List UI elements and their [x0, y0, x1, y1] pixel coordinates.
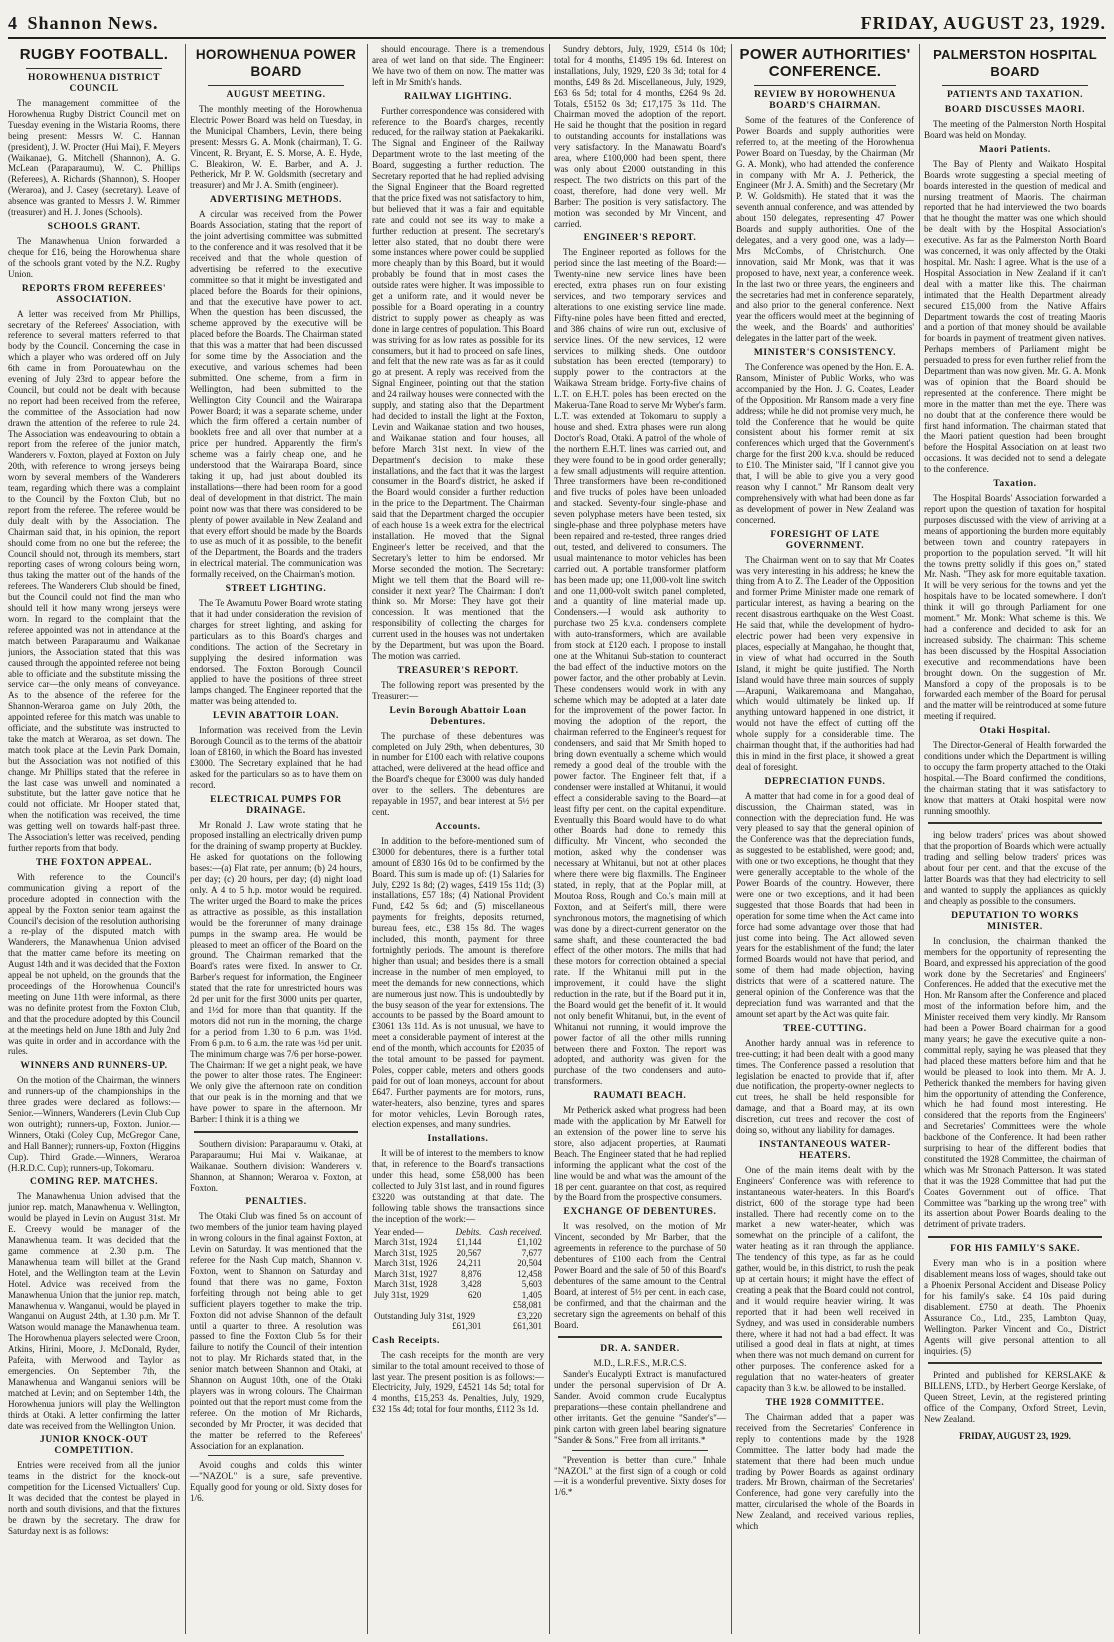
- column-rule: [185, 44, 186, 1634]
- subheading: Maori Patients.: [979, 144, 1051, 155]
- subheading: ADVERTISING METHODS.: [209, 195, 343, 206]
- subheading: Taxation.: [993, 479, 1037, 490]
- paragraph: The Hospital Boards' Association forwarded a report upon the question of taxation for hospital purposes discussed with the view of arriving at a means of apportioning the burden more equitably between town and country ratepayers in proportion to the population served. "It will hit the towns pretty solidly if this goes on," stated Mr. Nash. "They ask for more equitable taxation. It will be very serious for the towns and yet the hospitals have to be located somewhere. I don't think it will go through Parliament for one moment." Mr. Monk: What scheme is this. We had a conference and decided to ask for an increased subsidy. The chairman: This scheme has been discussed by the Hospital Association executive and recommendations have been brought down. On the suggestion of Mr. Mansford a copy of the proposals is to be forwarded each member of the Board for perusal and the matter will be reintroduced at some future meeting if required.: [924, 493, 1106, 722]
- subheading: REVIEW BY HOROWHENUA BOARD'S CHAIRMAN.: [754, 90, 896, 111]
- paragraph: On the motion of the Chairman, the winners and runners-up of the championships in the three grades were declared as follows:— Senior.—Winners, Wanderers (Levin Club Cup won outright); runners-up, Foxton. Junior.—Winners, Otaki (Coley Cup, McGregor Cane, and Hall Banner); runners-up, Foxton (Higgins Cup). Third Grade.—Winners, Weraroa (H.R.D.C. Cup); runners-up, Tokomaru.: [8, 1075, 180, 1173]
- subheading: MINISTER'S CONSISTENCY.: [753, 348, 897, 359]
- subheading: FORESIGHT OF LATE GOVERNMENT.: [770, 529, 880, 551]
- paragraph: The purchase of these debentures was completed on July 29th, when debentures, 30 in number for £100 each with relative coupons attached, were delivered at the head office and the Board's cheque for £3000 was duly handed over to the sellers. The debentures are repayable in 1957, and bear interest at 5½ per cent.: [372, 730, 544, 817]
- newspaper-name: Shannon News.: [27, 12, 159, 33]
- table-row: [372, 1290, 544, 1301]
- page-header: [8, 10, 1106, 36]
- paragraph: Information was received from the Levin Borough Council as to the terms of the abattoir loan of £8160, in which the Board has invested £3000. The Secretary explained that he had asked for the particulars so as to have them on record.: [190, 725, 362, 790]
- nazol-advert: Avoid coughs and colds this winter —"NAZOL" is a sure, safe preventive. Equally good for young or old. Sixty doses for 1/6.: [190, 1460, 362, 1504]
- subheading: SCHOOLS GRANT.: [47, 221, 141, 232]
- advert-subtitle: M.D., L.R.F.S., M.R.C.S.: [593, 1358, 687, 1369]
- paragraph: The meeting of the Palmerston North Hospital Board was held on Monday.: [924, 119, 1106, 140]
- subheading: ELECTRICAL PUMPS FOR DRAINAGE.: [210, 794, 342, 816]
- subheading: ENGINEER'S REPORT.: [583, 233, 697, 244]
- paragraph: With reference to the Council's communication giving a report of the procedure adopted in connection with the appeal by the Foxton senior team against the Council's decision of the resolution authorising a re-play of the disputed match with Wanderers, the Manawhenua Union advised that the matter came before its meeting on August 14th and it was decided that the Foxton appeal be not upheld, on the grounds that the proceedings of the Horowhenua Council's meeting on June 11th were informal, as there was no definite protest from the Foxton Club, and that the procedure adopted by this Council at the meetings held on June 18th and July 2nd was quite in order and in accordance with the rules.: [8, 871, 180, 1057]
- divider: [208, 85, 344, 86]
- subheading: Accounts.: [435, 821, 481, 832]
- table-header: Year ended—: [374, 1226, 424, 1237]
- divider: [572, 1450, 708, 1451]
- issue-date: FRIDAY, AUGUST 23, 1929.: [860, 12, 1106, 33]
- subheading: Cash Receipts.: [372, 1335, 441, 1346]
- table-cell: 5,603: [521, 1279, 542, 1290]
- paragraph: ing below traders' prices was about showed that the proportion of Boards which were actually trading and selling below traders' prices was about four per cent. and that the excuse of the latter Boards was that they had electricity to sell and wanted to supply the appliances as quickly and cheaply as possible to the consumers.: [924, 830, 1106, 906]
- paragraph: Further correspondence was considered with reference to the Board's charges, recently reduced, for the railway station at Paekakariki. The Signal and Engineer of the Railway Department wrote to the last meeting of the Board, suggesting a further reduction. The Secretary reported that he had replied advising the Signal Engineer that the Board regretted that the price fixed was not satisfactory to him, but believed that it was a fair and equitable rate and could not see its way to make a further reduction at present. The secretary's letter also stated, that no doubt there were some instances where power could be supplied more cheaply than by this Board, but it would probably be found that in most cases the outside rates were higher. It was impossible to get a uniform rate, and it would never be possible for a Board operating in a country district to supply power as cheaply as was done in large centres of population. This Board was striving for as low rates as possible for its consumers, but it had to proceed on safe lines, and felt that the new rate was as far as it could go at present. A reply was received from the Signal Engineer, pointing out that the station and 24 railway houses were connected with the supply, and stating also that the Department had decided to install the light at the Foxton, Levin and Waikanae station and two houses, and Waikanae station and four houses, all before March 31st next. In view of the Department's decision to make these installations, and the fact that it was the largest consumer in the Board's district, he asked if the Board would consider a further reduction in the price to the Department. The Chairman said that the Department charged the occupier of each house 1s a week extra for the electrical installation. He moved that the Signal Engineer's letter be received, and that the Secretary's letter to him be endorsed. Mr Morse seconded the motion. The Secretary: Might we tell them that the Board will re-consider it next year? The Chairman: I don't think so. Mr Morse: They have got their concession. It was mentioned that the responsibility of collecting the charges for current used in the houses was not undertaken by the Department, but was upon the Board. The motion was carried.: [372, 105, 544, 661]
- advert-text: Sander's Eucalypti Extract is manufactured under the personal supervision of Dr A. Sander. Avoid common crude Eucalyptus preparations—these contain phellandrene and other irritants. Get the genuine "Sander's"—pink carton with green label bearing signature "Sander & Sons." Free from all irritants.*: [554, 1369, 726, 1445]
- paragraph: The following report was presented by the Treasurer:—: [372, 679, 544, 701]
- subheading: PENALTIES.: [245, 1197, 307, 1208]
- subheading: WINNERS AND RUNNERS-UP.: [20, 1061, 168, 1072]
- paragraph: Some of the features of the Conference of Power Boards and supply authorities were referred to, at the meeting of the Horowhenua Power Board on Tuesday, by the Chairman (Mr G. A. Monk), who had attended the conference in company with Mr A. J. Petherick, the Engineer (Mr J. A. Smith) and the Secretary (Mr P. W. Goldsmith). He stated that it was the seventh annual conference, and was attended by about 150 delegates, representing 47 Power Boards and supply authorities. One of the delegates, and a very good one, was a lady—Mrs McCombs, of Christchurch. One innovation, said Mr Monk, was that it was proposed to have, next year, a conference week. In the last two or three years, the engineers and the secretaries had met in conference separately, and also prior to the general conference. Next year the officers would meet at the beginning of the week, and the Boards' and authorities' delegates in the latter part of the week.: [736, 115, 914, 344]
- phoenix-advert: [924, 1244, 1106, 1356]
- table-cell: 7,677: [521, 1247, 542, 1258]
- paragraph: The Engineer reported as follows for the period since the last meeting of the Board:— Twenty-nine new service lines have been erected, extra phases run on four existing services, and two temporary services and alterations to one existing service line made. Fifty-nine poles have been fitted and erected, and 386 chains of wire run out, exclusive of service lines. Of the new services, 12 were services to milking sheds. One outdoor substation has been erected (temporary) to supply power to the contractors at the Waikawa Stream bridge. Forty-five chains of L.T. on E.H.T. poles has been erected on the Makerua-Tane Road to serve Mr Wyber's farm. L.T. was extended at Tokomaru to supply a house and shed. Extra phases were run along Doctor's Road, Otaki. A patrol of the whole of the northern E.H.T. lines was carried out, and they were found to be in good order generally; a few small adjustments will require attention. Three transformers have been re-conditioned and five trucks of poles have been unloaded and stacked. Seventy-four single-phase and seven polyphase meters have been tested, six single-phase and three polyphase meters have been repaired and re-tested, three ranges dried out, tested, and delivered to consumers. The usual maintenance to motor vehicles has been carried out. A portable transformer platform has been made up; one 11,000-volt line switch and one 11,000-volt switch panel completed, and a quantity of line material made up. Condensers.—I would ask authority to purchase two 25 k.v.a. condensers complete with auto-transformers, which are available from stock at £120 each. I propose to install one at the Whitanui Sub-station to counteract the bad effect of the inductive motors on the power factor, and the other probably at Levin. These condensers would work in with any scheme which may be adopted at a later date for the improvement of the power factor. In moving the adoption of the report, the chairman referred to the Engineer's request for condensers, and said that Mr Smith hoped to bring down eventually a scheme which would remedy a good deal of the trouble with the power factor. The Engineer felt that, if a condenser were installed at Whitanui, it would effect a considerable saving to the Board—at least fifty per cent. on the capital expenditure. Eventually this Board would have to do what other Boards had done to remedy this difficulty. Mr Vincent, who seconded the motion, asked why the condenser was necessary at Whitanui, but not at other places where there were big flaxmills. The Engineer stated, in reply, that at the Poplar mill, at Moutoa Ross, Rough and Co.'s main mill at Foxton, and at Seifert's mill, there were synchronous motors, the magnetising of which was done by a direct-current generator on the same shaft, and these counteracted the bad effect of the other motors. The mills that had these motors for correction obtained a special rate. If the Whitanui mill put in the improvement, it could have the slight reduction in the rate, but if the Board put it in, the Board would get the benefit of it. It would not only benefit Whitanui, but, in the event of Whitanui not running, it would improve the power factor of all the other mills running between there and Foxton. The report was adopted, and authority was given for the purchase of the two condensers and auto-transformers.: [554, 247, 726, 1087]
- subheading: Levin Borough Abattoir Loan Debentures.: [389, 705, 527, 727]
- table-row: [372, 1311, 544, 1322]
- paragraph: The Manawhenua Union forwarded a cheque for £16, being the Horowhenua share of the schools grant voted by the N.Z. Rugby Union.: [8, 235, 180, 279]
- subheading: Otaki Hospital.: [979, 726, 1051, 737]
- column-rugby-football: [8, 44, 180, 1634]
- table-cell: £3,220: [517, 1310, 542, 1321]
- paragraph: The management committee of the Horowhenua Rugby District Council met on Tuesday evening in the Wistaria Rooms, there being present: Messrs W. C. Hannan (president), J. W. Procter (Hui Mai), F. Meyers (Waikanae), G. Mitchell (Shannon), A. G. McLean (Paraparaumu), W. C. Phillips (Referees), A. Richards (Shannon), S. Hooper (Weraroa), and J. Casey (secretary). Leave of absence was granted to Messrs J. W. Rimmer (treasurer) and H. J. Jones (Schools).: [8, 98, 180, 218]
- article-title: RUGBY FOOTBALL.: [19, 46, 169, 63]
- table-total: £58,081: [512, 1300, 542, 1311]
- sander-advert: [554, 1344, 726, 1445]
- paragraph: One of the main items dealt with by the Engineers' Conference was with reference to instantaneous water-heaters. In this Board's district, 600 of the storage type had been installed. There had recently come on to the market a new water-heater, which was somewhat on the principle of a califont, the water heating as it ran through the appliance. The tendency of this type, as far as he could gather, would be, in this district, to rush the peak up at certain hours; it might have the effect of creating a peak that the Board could not control, and it would require heavier wiring. It was reported that it had been well received in Sydney, and was used in considerable numbers there, where it had not had a bad effect. It was utilised a good deal in flats at night, at times when there was not much demand on current for other purposes. The conference asked for a regulation that no water-heaters of greater capacity than 3 k.w. be allowed to be installed.: [736, 1164, 914, 1394]
- subheading: EXCHANGE OF DEBENTURES.: [563, 1207, 717, 1218]
- table-row: [372, 1269, 544, 1280]
- paragraph: Another hardy annual was in reference to tree-cutting; it had been dealt with a good many times. The Conference passed a resolution that legislation be enacted to provide that if, after due notification, the property-owner neglects to cut trees, he shall be held responsible for damage, and that a Board may, at its own discretion, cut trees and recover the cost of doing so, without any liability for damages.: [736, 1037, 914, 1136]
- table-header: Cash received.: [488, 1226, 542, 1237]
- table-cell: 3,428: [461, 1279, 482, 1290]
- table-cell: 12,458: [517, 1268, 542, 1279]
- article-title: PALMERSTON HOSPITAL BOARD: [933, 47, 1097, 79]
- column-rule: [549, 44, 550, 1634]
- table-cell: 8,876: [461, 1268, 482, 1279]
- divider: [558, 1336, 722, 1338]
- paragraph: The monthly meeting of the Horowhenua Electric Power Board was held on Tuesday, in the Municipal Chambers, Levin, there being present: Messrs G. A. Monk (chairman), T. G. Vincent, R. Bryant, E. S. Morse, A. E. Hyde, C. Bleakiron, W. E. Barber, and A. J. Petherick, Mr P. W. Goldsmith (secretary and treasurer) and Mr J. A. Smith (engineer).: [190, 104, 362, 191]
- table-header-row: [372, 1227, 544, 1238]
- imprint: Printed and published for KERSLAKE & BILLENS, LTD., by Herbert George Kerslake, of Queen Street, Levin, at the registered printing office of the Company, Oxford Street, Levin, New Zealand.: [924, 1370, 1106, 1425]
- divider: [26, 68, 162, 69]
- article-title: HOROWHENUA POWER BOARD: [195, 47, 357, 79]
- subheading: TREASURER'S REPORT.: [397, 665, 519, 676]
- subheading: DEPRECIATION FUNDS.: [764, 776, 886, 787]
- subheading: REPORTS FROM REFEREES' ASSOCIATION.: [21, 283, 167, 305]
- table-cell: March 31st, 1928: [374, 1279, 438, 1290]
- table-cell: March 31st, 1927: [374, 1268, 438, 1279]
- subheading: BOARD DISCUSSES MAORI.: [944, 105, 1086, 115]
- installations-table: [372, 1227, 544, 1332]
- paragraph: The Chairman added that a paper was received from the Secretaries' Conference in reply to contentions made by the 1928 Committee. The latter body had made the statement that there had been much undue trading by Power Boards as against ordinary traders. Mr Brown, chairman of the Secretaries' Conference, had gone very carefully into the matter, circularised the whole of the Boards in New Zealand, and received various replies, which: [736, 1411, 914, 1532]
- paragraph: The Conference was opened by the Hon. E. A. Ransom, Minister of Public Works, who was accompanied by the Hon. J. G. Coates, Leader of the Opposition. Mr Ransom made a very fine address; while he did not promise very much, he told the Conference that he would be quite consistent about his former remit at six conferences which urged that the Government's charge for the first 200 k.v.a. should be reduced to £10. The Minister said, "If I cannot give you that, I will be able to give you a very good reason why I cannot." Mr Ransom dealt very comprehensively with what had been done as far as development of power in New Zealand was concerned.: [736, 362, 914, 525]
- divider: [928, 1362, 1102, 1364]
- advert-title: DR. A. SANDER.: [600, 1344, 680, 1355]
- column-power-board-continued-2: [554, 44, 726, 1634]
- subheading: TREE-CUTTING.: [783, 1023, 867, 1034]
- table-cell: 620: [467, 1289, 482, 1300]
- table-row: [372, 1258, 544, 1269]
- subheading: STREET LIGHTING.: [225, 584, 327, 595]
- subheading: COMING REP. MATCHES.: [29, 1177, 159, 1188]
- subheading: RAILWAY LIGHTING.: [404, 91, 512, 102]
- table-cell: 20,567: [456, 1247, 482, 1258]
- paragraph: Mr Ronald J. Law wrote stating that he proposed installing an electrically driven pump for the draining of swamp property at Buckley. He asked for quotations on the following bases:—(a) Flat rate, per annum; (b) 24 hours, per day; (c) 20 hours, per day; (d) night load only. A 4 to 5 h.p. motor would be required. The writer urged the Board to make the prices as attractive as possible, as this installation would be the forerunner of many drainage pumps in the swamp area. He would be pleased to meet an officer of the Board on the ground. The Chairman remarked that the Board's rates were fixed. In answer to Cr. Barber's request for information, the Engineer stated that the rate for unrestricted hours was 2d per unit for the first 3000 units per quarter, and 1½d for more than that quantity. If the motors did not run in the morning, the charge for a period from 1.30 to 6 p.m. was 1½d. From 6 p.m. to 6 a.m. the rate was ½d per unit. The minimum charge was 7/6 per horse-power. The Chairman: If we get a night peak, we have the power to alter those rates. The Engineer: We only give the afternoon rate on condition that our peak is in the morning and that we have power to spare in the afternoon. Mr Barber: I think it is a thing we: [190, 819, 362, 1125]
- table-row: [372, 1321, 544, 1332]
- divider: [208, 1455, 344, 1456]
- column-rule: [731, 44, 732, 1634]
- subheading: AUGUST MEETING.: [226, 90, 326, 100]
- table-cell: July 31st, 1929: [374, 1289, 429, 1300]
- header-rule: [8, 37, 1106, 39]
- paragraph: Entries were received from all the junior teams in the district for the knock-out competition for the Licensed Victuallers' Cup. It was decided that the contest be played in north and south divisions, and that the fixtures be drawn by the secretary. The draw for Saturday next is as follows:: [8, 1460, 180, 1536]
- paragraph: The cash receipts for the month are very similar to the total amount received to those of last year. The present position is as follows:— Electricity, July, 1929, £4521 14s 5d; total for 4 months, £15,253 4s. Penalties, July, 1929, £32 15s 4d; total for four months, £112 3s 1d.: [372, 1349, 544, 1415]
- subheading: THE 1928 COMMITTEE.: [765, 1397, 885, 1408]
- table-header: Debits.: [455, 1226, 482, 1237]
- subheading: RAUMATI BEACH.: [593, 1091, 687, 1102]
- table-cell: 24,211: [456, 1258, 482, 1269]
- column-rule: [919, 44, 920, 1634]
- column-rule: [367, 44, 368, 1634]
- table-total: £61,301: [512, 1321, 542, 1332]
- subheading: HOROWHENUA DISTRICT COUNCIL: [27, 73, 161, 94]
- paragraph: A circular was received from the Power Boards Association, stating that the report of the joint advertising committee was submitted to the conference and it was resolved that it be received and that the whole question of advertising be referred to the executive committee so that it might be investigated and placed before the Boards for their opinions, and that the executive have power to act. When the question has been discussed, the scheme approved by the executive will be placed before the Boards. The Chairman stated that this was a matter that had been discussed for some time by the Association and the executive, and various schemes had been submitted. One scheme, from a firm in Wellington, had been submitted to the Wellington City Council and the Wairarapa Power Board; it was a separate scheme, under which the firm offered a certain number of booklets free and all over that number at a price per hundred. Apparently the firm's scheme was a fairly cheap one, and he understood that the Wairarapa Board, since taking it up, had just about doubled its installations—there had been room for a good deal of development in that district. The main point now was that there was considered to be plenty of power available in New Zealand and that every effort should be made by the Boards to use as much of it as possible, to the benefit of the Department, the Boards and the traders in electrical material. The communication was formally received, on the Chairman's motion.: [190, 209, 362, 580]
- subheading: JUNIOR KNOCK-OUT COMPETITION.: [39, 1435, 149, 1457]
- table-cell: 20,504: [517, 1258, 542, 1269]
- paragraph: The Bay of Plenty and Waikato Hospital Boards wrote suggesting a special meeting of boards interested in the question of medical and nursing treatment of Maoris. The chairman reported that he had interviewed the two boards that he thought the matter was one which should be dealt with by the Hospital Association's executive. As far as the Palmerston North Board was concerned, it was only affected by the Otaki hospital. Mr. Nash: I agree. What is the use of a Hospital Association in New Zealand if it can't deal with a matter like this. The chairman intimated that the Health Department already secured £15,000 from the Native Affairs Department towards the cost of treating Maoris and a portion of that money should be available for boards in payment of treatment given natives. Perhaps members of Parliament might be persuaded to press for even further relief from the Department than was now given. Mr. G. A. Monk was of opinion that the Board should be represented at the conference. There might be more in the matter than met the eye. There was no doubt that at the conference there would be first hand information. The chairman stated that the Maori patient question had been brought before the Hospital Association on at least two occasions. It was decided not to send a delegate to the conference.: [924, 158, 1106, 475]
- subheading: DEPUTATION TO WORKS MINISTER.: [951, 910, 1079, 932]
- table-cell: 1,405: [521, 1289, 542, 1300]
- divider: [942, 85, 1088, 86]
- table-cell: Outstanding July 31st, 1929: [374, 1310, 476, 1321]
- subheading: THE FOXTON APPEAL.: [36, 857, 152, 868]
- advert-text: Every man who is in a position where disablement means loss of wages, should take out a Phoenix Personal Accident and Disease Policy for his family's sake. £4 10s paid during disablement. £750 at death. The Phoenix Assurance Co., Ltd., 235, Lambton Quay, Wellington. Parker Vincent and Co., District Agents will give personal attention to all inquiries. (5): [924, 1258, 1106, 1356]
- table-row: [372, 1248, 544, 1259]
- column-power-authorities: [736, 44, 914, 1634]
- subheading: PATIENTS AND TAXATION.: [946, 90, 1084, 100]
- subheading: Installations.: [427, 1134, 489, 1145]
- article-title: POWER AUTHORITIES' CONFERENCE.: [739, 46, 911, 80]
- divider: [928, 822, 1102, 824]
- paragraph: A matter that had come in for a good deal of discussion, the Chairman stated, was in connection with the depreciation fund. He was very pleased to say that the general opinion of the Conference was that the depreciation funds, as suggested to be established, were good; and, with one or two exceptions, he thought that they were generally acceptable to the whole of the Power Boards of the country. However, there were one or two exceptions, and it had been suggested that those Boards that had been in operation for some time when the Act came into force had some advantage over those that had just come into being. The Act allowed seven years for the establishment of the fund; the later formed Boards would not have that period, and some of them had made objection, having districts that were of a scattered nature. The general opinion of the Conference was that the depreciation fund was warranted and that the amount set apart by the Act was quite fair.: [736, 790, 914, 1019]
- table-cell: March 31st, 1924: [374, 1237, 438, 1248]
- page-number: 4: [8, 12, 18, 33]
- advert-title: FOR HIS FAMILY'S SAKE.: [950, 1244, 1080, 1255]
- subheading: INSTANTANEOUS WATER-HEATERS.: [759, 1139, 891, 1161]
- column-hospital-board: [924, 44, 1106, 1634]
- table-total: £61,301: [452, 1321, 482, 1332]
- paragraph: A letter was received from Mr Phillips, secretary of the Referees' Association, with reference to several matters referred to that body by the Council. Concerning the case in which a player who was ordered off on July 6th came in from Porouatewhau on the evening of July 23rd to appear before the Council, but could not be dealt with because no report had been received from the referee, the committee of the Association had now drawn the attention of the referee to rule 24. The Association was endeavouring to obtain a report from the referee of the junior match, Wanderers v. Foxton, played at Foxton on July 20th, with reference to wrong jerseys being worn by several members of the Wanderers team, regarding which there was a complaint to the Council by the Foxton Club, but no report from the referee. The referee would be duly dealt with by the Association. The Chairman said that, in his opinion, the report should come from no one but the referee; the Council should not, through its members, start reporting cases of wrong colours being worn, thus taking the matter out of the hands of the referees. The Wanderers Club should be fined, but the Council could not find the man who should tell it how many wrong jerseys were worn. In regard to the complaint that the referee appointed was not in attendance at the match between Paraparaumu and Waikanae juniors, the Association stated that this was caused through the appointed referee not being able to officiate and the substitute missing the service car—the only means of conveyance. As to the absence of the referee for the Shannon-Weraroa game on July 20th, the appointed referee for this match was unable to officiate, and the substitute was instructed to take the match at Weraroa, as set down. The match took place at the Levin Park Domain, but the Association was not notified of this change. Mr Phillips stated that the referee in the last case was unwell and nominated a substitute, but the latter gave notice that he could not officiate. Mr Hooper stated that, when the notification was received, the time was getting well on towards half-past three. The Association's letter was received, pending further reports from that body.: [8, 308, 180, 853]
- nazol-advert: "Prevention is better than cure." Inhale "NAZOL" at the first sign of a cough or cold—it is a wonderful preventive. Sixty doses for 1/6.*: [554, 1454, 726, 1498]
- table-cell: March 31st, 1926: [374, 1258, 438, 1269]
- paragraph: The Te Awamutu Power Board wrote stating that it had under consideration the revision of charges for street lighting, and asking for particulars as to this Board's charges and conditions. The action of the Secretary in supplying the desired information was endorsed. The Foxton Borough Council applied to have the positions of three street lamps changed. The Engineer reported that the matter was being attended to.: [190, 598, 362, 707]
- divider: [754, 85, 896, 86]
- table-cell: £1,102: [517, 1237, 542, 1248]
- subheading: LEVIN ABATTOIR LOAN.: [213, 711, 339, 722]
- divider: [194, 1131, 358, 1133]
- table-row: [372, 1279, 544, 1290]
- column-power-board: [190, 44, 362, 1634]
- paragraph: Southern division: Paraparaumu v. Otaki, at Paraparaumu; Hui Mai v. Waikanae, at Waikanae. Southern division: Wanderers v. Shannon, at Shannon; Weraroa v. Foxton, at Foxton.: [190, 1138, 362, 1193]
- table-row: [372, 1300, 544, 1311]
- paragraph: should encourage. There is a tremendous area of wet land on that side. The Engineer: We have two of them on now. The matter was left in Mr Smith's hands.: [372, 44, 544, 87]
- paragraph: Sundry debtors, July, 1929, £514 0s 10d; total for 4 months, £1495 19s 6d. Interest on installations, July, 1929, £20 3s 3d; total for 4 months, £49 8s 2d. Miscellaneous, July, 1929, £63 6s 5d; total for 4 months, £264 9s 2d. Totals, £5152 0s 3d; £17,175 3s 11d. The Chairman moved the adoption of the report. He said he thought that the position in regard to outstanding accounts for installations was very satisfactory. In the Manawatu Board's area, where £100,000 had been spent, there was only about £2000 outstanding in this respect. The two districts on this part of the coast, therefore, had done very well. Mr Barber: The position is very satisfactory. The motion was seconded by Mr Vincent, and carried.: [554, 44, 726, 229]
- paragraph: The Chairman went on to say that Mr Coates was very interesting in his address; he knew the thing from A to Z. The Leader of the Opposition and former Prime Minister made one remark of particular interest, as having a bearing on the recent disastrous earthquake on the West Coast. He said that, while the development of hydro-electric power had been very expensive in places, especially at Mangahao, he thought that, in view of what had occurred in the South Island, it might be quite justified. The North Island would have three main sources of supply—Arapuni, Waikaremoana and Mangahao, which would ultimately be linked up. If anything untoward happened in one district, it would not have the effect of cutting off the whole supply for a considerable time. The chairman thought that, if the authorities had had this in mind in the first place, it showed a great deal of foresight.: [736, 554, 914, 772]
- paragraph: It will be of interest to the members to know that, in reference to the Board's transactions under this head, some £58,000 has been collected to July 31st last, and in round figures £3220 was outstanding at that date. The following table shows the transactions since the inception of the work:—: [372, 1148, 544, 1224]
- paragraph: Mr Petherick asked what progress had been made with the application by Mr Eatwell for an extension of the power line to serve his store, also adjacent properties, at Raumati Beach. The Engineer stated that he had replied informing the applicant what the cost of the line would be and what was the amount of the 18 per cent. guarantee on that cost, as required by the Board from the prospective consumers.: [554, 1105, 726, 1203]
- table-cell: £1,144: [456, 1237, 482, 1248]
- imprint-date: FRIDAY, AUGUST 23, 1929.: [959, 1430, 1071, 1441]
- paragraph: In conclusion, the chairman thanked the members for the opportunity of representing the Board, and expressed his appreciation of the good work done by the Secretaries' and Engineers' Conferences. He added that the executive met the Hon. Mr Ransom after the Conference and placed most of the information before him, and the Minister received them very kindly. Mr Ransom had been a Power Board chairman for a good many years; he gave the executive quite a non-committal reply, saying he was pleased that they had placed these matters before him and that he would be pleased to look into them. Mr A. J. Petherick thanked the members for having given him the opportunity of attending the Conference, which he had found most interesting. He considered that the reports from the Engineers' and Secretaries' Committees were the whole backbone of the Conference. It had been rather surprising to hear of the different bodies that constituted the 1928 Committee, the chairman of which was Mr Stronach Patterson. It was stated that it was the 1928 Committee that had put the Coates Government out of office. That Committee was "barking up the wrong tree" with its assertion about Power Boards dealing to the detriment of private traders.: [924, 935, 1106, 1230]
- paragraph: The Otaki Club was fined 5s on account of two members of the junior team having played in wrong colours in the final against Foxton, at Levin on Saturday. It was mentioned that the referee for the Nash Cup match, Shannon v. Foxton, went to Shannon on Saturday and found that there was no game, Foxton forfeiting through not being able to get sufficient players together to make the trip. Foxton did not advise Shannon of the default until a quarter to three. A resolution was passed to fine the Foxton Club 5s for their failure to notify the Council of their intention not to play. Mr Richards stated that, in the senior match between Shannon and Otaki, at Shannon on August 10th, one of the Otaki players was in wrong colours. The Chairman pointed out that the report must come from the referee. On the motion of Mr Richards, seconded by Mr Procter, it was decided that the matter be referred to the Referees' Association for an explanation.: [190, 1211, 362, 1451]
- paragraph: In addition to the before-mentioned sum of £3000 for debentures, there is a further total amount of £830 16s 0d to be confirmed by the Board. This sum is made up of: (1) Salaries for July, £292 1s 8d; (2) wages, £419 15s 11d; (3) installations, £57 18s; (4) National Provident Fund, £42 5s 6d; and (5) miscellaneous payments for freights, deposits returned, bureau fees, etc., £38 15s 8d. The wages included, this month, payment for three fortnightly periods. The amount is therefore higher than usual; and besides there is a small increase in the number of men employed, to meet the demands for new connections, which are numerous just now. This is undoubtedly by the busy season of the year for extensions. The accounts to be passed by the Board amount to £3061 13s 11d. As is not unusual, we have to meet a considerable payment of interest at the end of the month, which accounts for £2035 of the total amount to be passed for payment. Poles, copper cable, meters and others goods paid for out of loan moneys, account for about £647. Further payments are for motors, runs, water-heaters, also benzine, tyres and spares for motor vehicles, Levin Borough rates, election expenses, and many sundries.: [372, 835, 544, 1130]
- column-power-board-continued: [372, 44, 544, 1634]
- divider: [928, 1236, 1102, 1238]
- paragraph: The Director-General of Health forwarded the conditions under which the Department is willing to occupy the farm property attached to the Otaki hospital.—The Board confirmed the conditions, the chairman stating that it was satisfactory to know that matters at Otaki hospital were now running smoothly.: [924, 740, 1106, 816]
- paragraph: The Manawhenua Union advised that the junior rep. match, Manawhenua v. Wellington, would be played in Levin on August 31st. Mr E. Creevy would be manager of the Manawhenua team. It was decided that the game commence at 2.30 p.m. The Manawhenua team will billet at the Grand Hotel, and the Wellington team at the Levin Hotel. Advice was received from the Manawhenua Union that the junior rep. match, Manawhenua v. Wanganui, would be played in Wanganui on August 24th, at 1.30 p.m. Mr T. Watson would manage the Manawhenua team. The Horowhenua players selected were Croon, Atkins, Hirini, Moore, J. McDonald, Ryder, Pafeita, with Merwood and Taylor as emergencies. On September 7th, the Manawhenua and Wanganui seniors will be matched at Levin; and on September 14th, the Horowhenua juniors will play the Wellington thirds at Otaki. A letter confirming the latter date was received from the Wellington Union.: [8, 1191, 180, 1431]
- table-row: [372, 1237, 544, 1248]
- paragraph: It was resolved, on the motion of Mr Vincent, seconded by Mr Barber, that the agreements in reference to the purchase of 50 debentures of £100 each from the Central Power Board and the sale of 50 of this Board's debentures of the same amount to the Central Board, at interest of 5½ per cent. in each case, be confirmed, and that the chairman and the secretary sign the agreements on behalf of this Board.: [554, 1221, 726, 1330]
- table-cell: March 31st, 1925: [374, 1247, 438, 1258]
